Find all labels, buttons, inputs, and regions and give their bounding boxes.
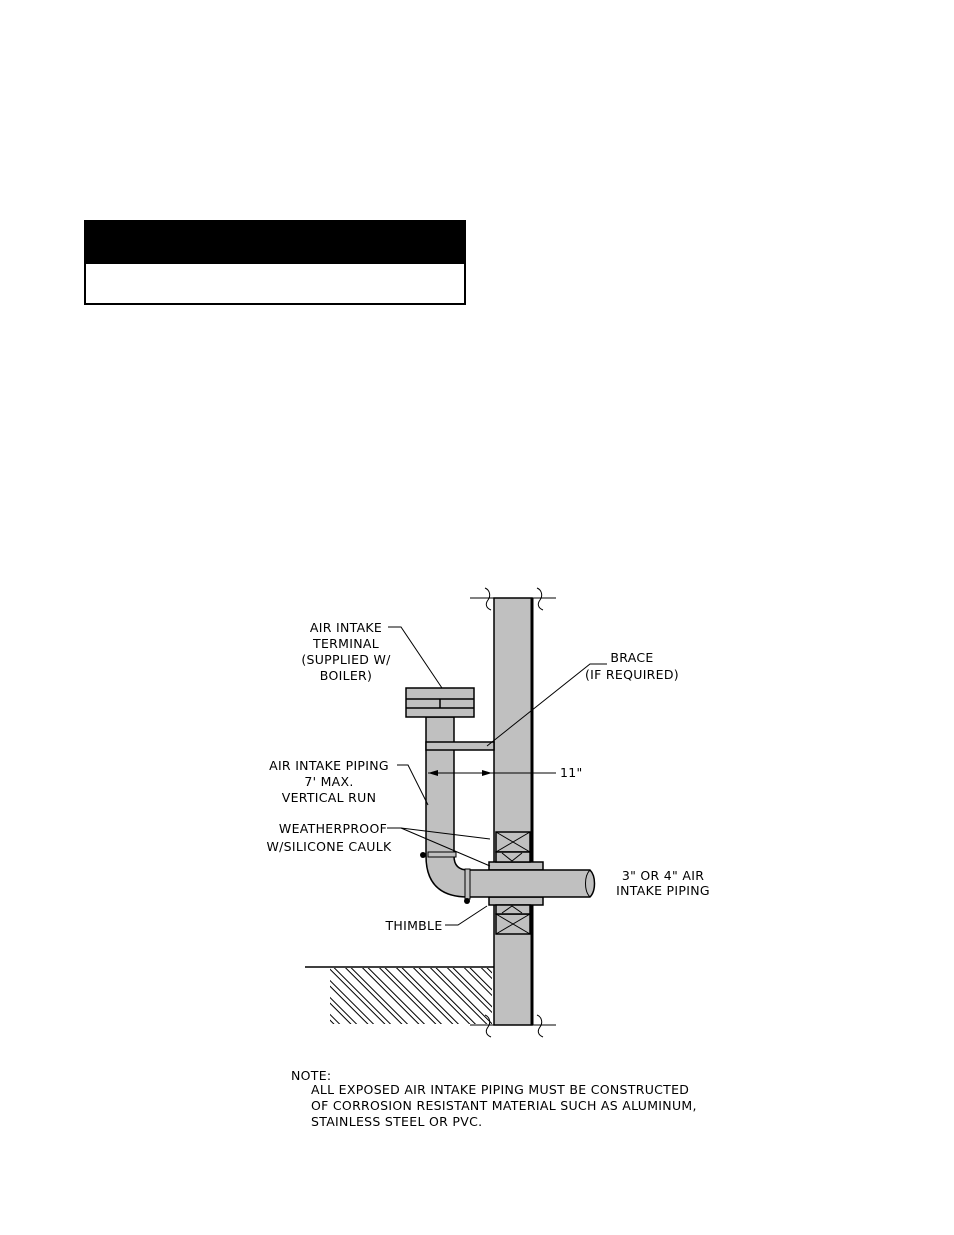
note-line-1: ALL EXPOSED AIR INTAKE PIPING MUST BE CONSTRUCTED — [311, 1082, 690, 1097]
label-dimension: 11" — [560, 765, 583, 780]
thimble-flange-bottom — [489, 897, 543, 905]
label-terminal-3: (SUPPLIED W/ — [301, 652, 391, 667]
thimble-flange-top — [489, 862, 543, 870]
label-weatherproof-2: W/SILICONE CAULK — [266, 839, 392, 854]
earth-hatch — [330, 968, 492, 1024]
label-terminal-4: BOILER) — [319, 668, 373, 683]
wall-section — [494, 598, 532, 1025]
label-intake-size-1: 3" OR 4" AIR — [621, 868, 705, 883]
label-piping-3: VERTICAL RUN — [281, 790, 377, 805]
dimension-arrow-right — [482, 770, 492, 776]
break-mark-bottom-right — [537, 1015, 543, 1037]
label-brace-1: BRACE — [610, 650, 654, 665]
pipe-clamp — [465, 869, 470, 899]
strap-fastener — [420, 852, 426, 858]
leader-terminal — [388, 627, 442, 688]
label-intake-size-2: INTAKE PIPING — [616, 883, 710, 898]
leader-piping — [397, 765, 428, 805]
label-terminal-2: TERMINAL — [313, 636, 379, 651]
label-brace-2: (IF REQUIRED) — [585, 667, 679, 682]
ground — [305, 967, 494, 1024]
leader-thimble — [445, 906, 487, 925]
air-intake-terminal — [406, 688, 474, 717]
note-line-3: STAINLESS STEEL OR PVC. — [311, 1114, 483, 1129]
brace-bar — [426, 742, 494, 750]
label-weatherproof-1: WEATHERPROOF — [278, 821, 388, 836]
label-piping-2: 7' MAX. — [304, 774, 354, 789]
label-piping-1: AIR INTAKE PIPING — [269, 758, 389, 773]
label-terminal-1: AIR INTAKE — [309, 620, 383, 635]
note-heading: NOTE: — [291, 1068, 332, 1083]
pipe-strap — [428, 852, 456, 857]
break-mark-top-left — [485, 588, 491, 610]
note-line-2: OF CORROSION RESISTANT MATERIAL SUCH AS ALUMINUM, — [311, 1098, 697, 1113]
label-thimble: THIMBLE — [385, 918, 443, 933]
break-mark-top-right — [537, 588, 543, 610]
clamp-fastener — [464, 898, 470, 904]
